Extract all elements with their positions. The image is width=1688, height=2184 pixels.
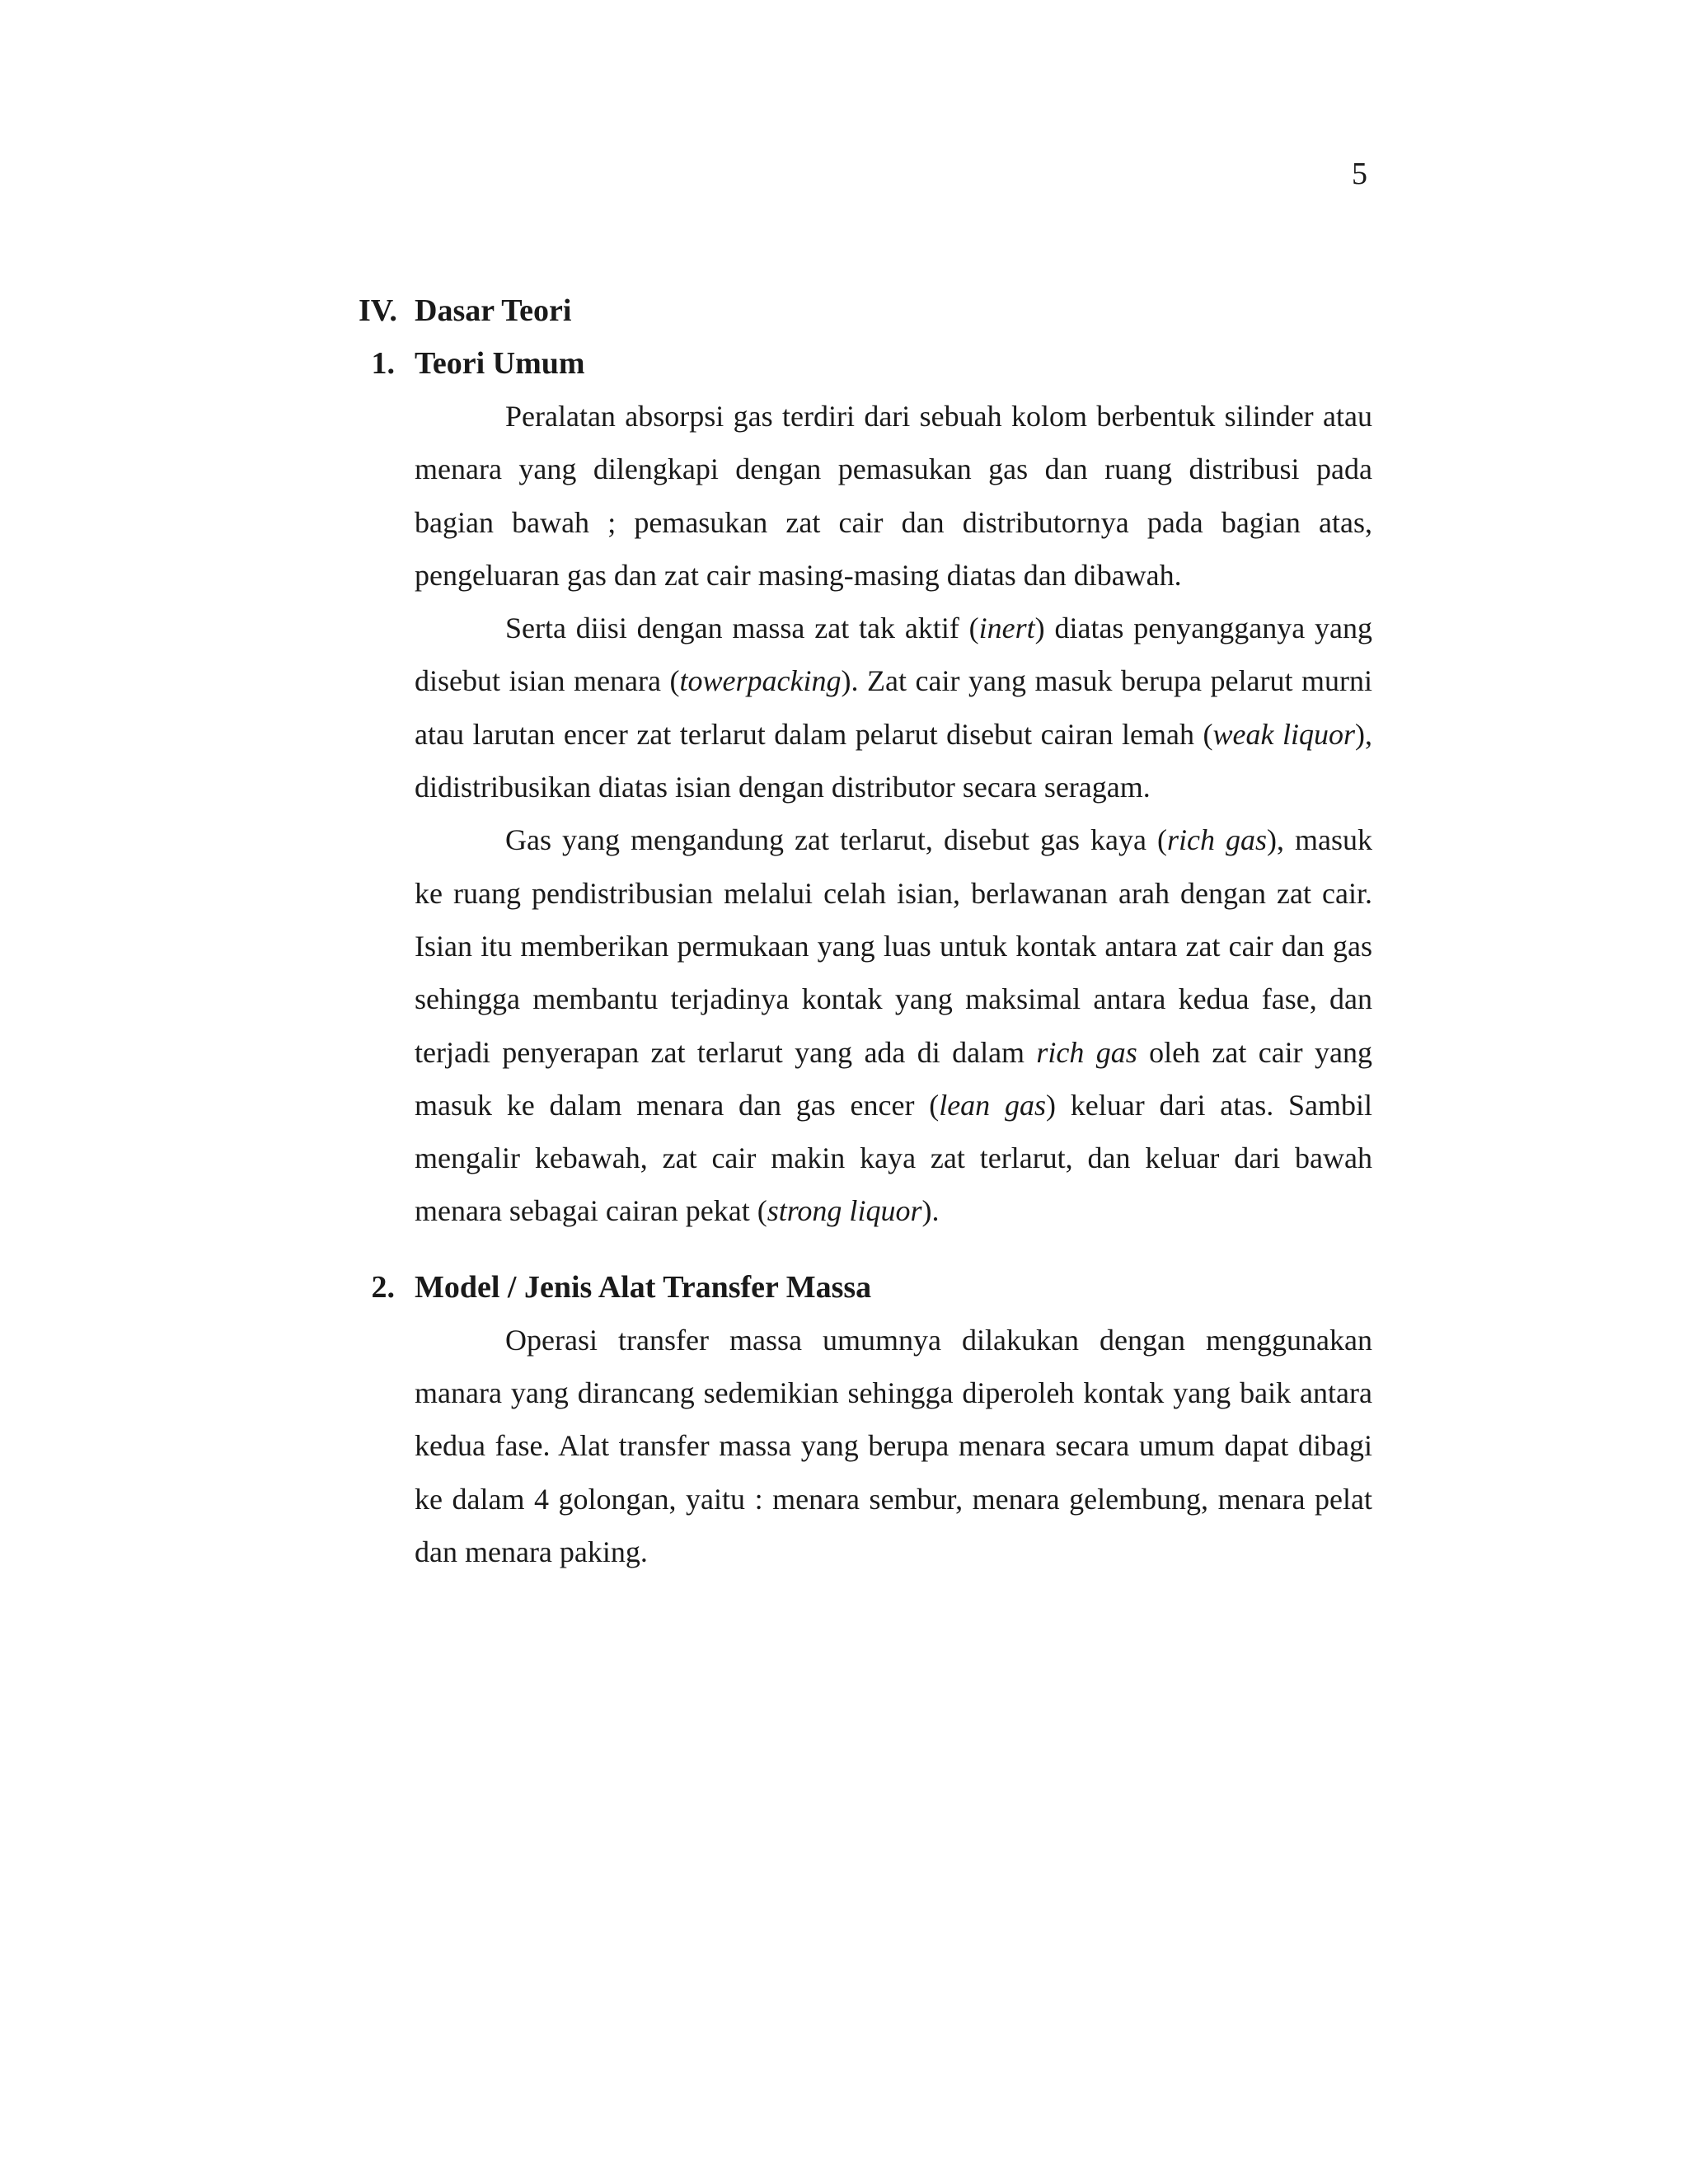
italic-term: lean gas (939, 1088, 1046, 1122)
spacer (359, 1238, 1372, 1261)
paragraph-text: ). Zat cair yang masuk berupa pelarut murni atau larutan encer zat terlarut dalam pelarut disebut cairan lemah ( (415, 664, 1372, 751)
section-title: Dasar Teori (415, 293, 572, 328)
italic-term: towerpacking (679, 664, 842, 698)
subsection-1-number: 1. (371, 346, 395, 381)
paragraph (415, 390, 1372, 602)
paragraph (415, 1314, 1372, 1578)
italic-term: rich gas (1036, 1035, 1137, 1069)
italic-term: rich gas (1166, 823, 1267, 857)
document-body (359, 284, 1372, 1578)
paragraph (415, 813, 1372, 1237)
paragraph-text: ) diatas penyangganya yang disebut isian menara ( (415, 612, 1372, 698)
subsection-2-body (415, 1314, 1372, 1578)
italic-term: weak liquor (1212, 717, 1355, 751)
subsection-1-body (415, 390, 1372, 1238)
paragraph-text: ), masuk ke ruang pendistribusian melalui celah isian, berlawanan arah dengan zat cair. Isian itu memberikan permukaan yang luas untuk kontak antara zat cair dan gas sehingga membantu terjadinya kontak yang maksimal antara kedua fase, dan terjadi penyerapan zat terlarut yang ada di dalam (415, 823, 1373, 1069)
subsection-1-heading (359, 337, 1372, 390)
paragraph-text: ). (921, 1194, 940, 1228)
subsection-2-heading (359, 1261, 1372, 1314)
subsection-2-title: Model / Jenis Alat Transfer Massa (415, 1269, 872, 1305)
paragraph (415, 602, 1372, 813)
paragraph-text: Peralatan absorpsi gas terdiri dari sebuah kolom berbentuk silinder atau menara yang dilengkapi dengan pemasukan gas dan ruang distribusi pada bagian bawah ; pemasukan zat cair dan distributornya pada bagian atas, pengeluaran gas dan zat cair masing-masing diatas dan dibawah. (415, 400, 1372, 592)
paragraph-text: oleh zat cair yang masuk ke dalam menara dan gas encer ( (415, 1035, 1372, 1122)
section-heading (359, 284, 1372, 337)
paragraph-text: Operasi transfer massa umumnya dilakukan dengan menggunakan manara yang dirancang sedemikian sehingga diperoleh kontak yang baik antara kedua fase. Alat transfer massa yang berupa menara secara umum dapat dibagi ke dalam 4 golongan, yaitu : menara sembur, menara gelembung, menara pelat dan menara paking. (415, 1323, 1372, 1568)
paragraph-text: Serta diisi dengan massa zat tak aktif ( (505, 612, 979, 645)
subsection-2-number: 2. (371, 1269, 395, 1305)
paragraph-text: Gas yang mengandung zat terlarut, disebut gas kaya ( (505, 823, 1167, 857)
italic-term: strong liquor (767, 1194, 922, 1228)
paragraph-text: ), didistribusikan diatas isian dengan distributor secara seragam. (415, 717, 1372, 804)
italic-term: inert (978, 612, 1035, 645)
page-number: 5 (1352, 157, 1367, 191)
subsection-1-title: Teori Umum (415, 346, 585, 381)
paragraph-text: ) keluar dari atas. Sambil mengalir kebawah, zat cair makin kaya zat terlarut, dan keluar dari bawah menara sebagai cairan pekat ( (415, 1088, 1372, 1228)
section-number: IV. (359, 293, 397, 328)
